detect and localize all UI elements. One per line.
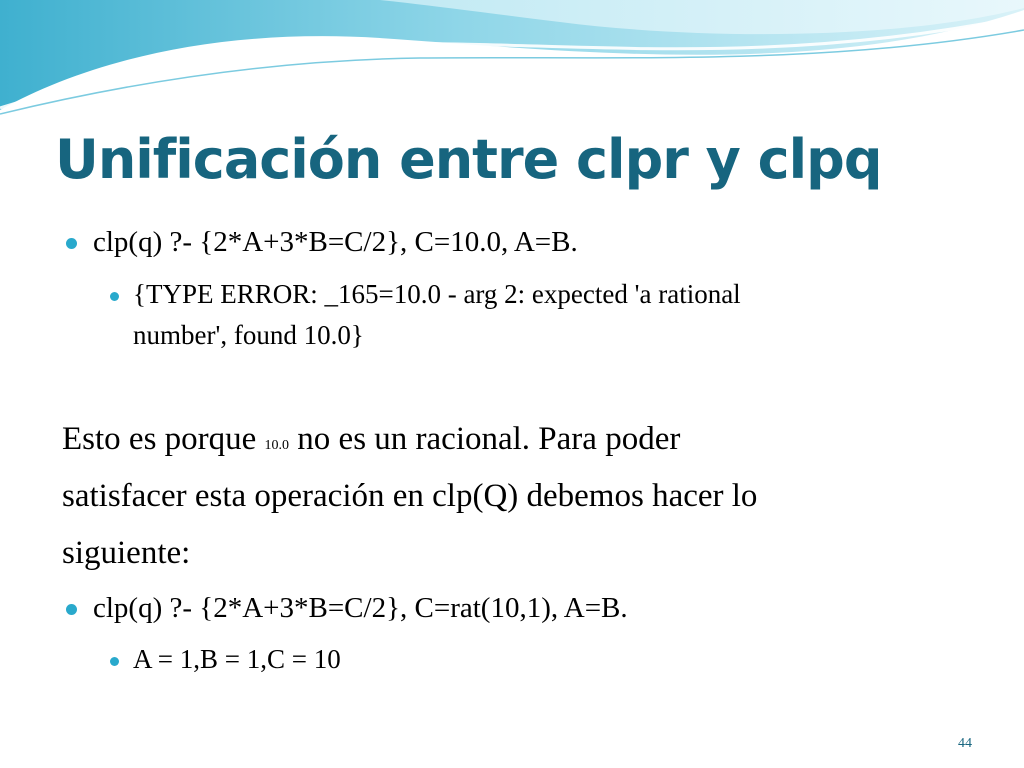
paragraph-line-1 bbox=[62, 421, 680, 458]
slide-title: Unificación entre clpr y clpq bbox=[55, 128, 882, 191]
paragraph-line-1-small: 10.0 bbox=[264, 438, 290, 453]
sub-bullet-1-line-1: {TYPE ERROR: _165=10.0 - arg 2: expected 'a rational bbox=[133, 279, 741, 309]
paragraph-line-3: siguiente: bbox=[62, 535, 191, 571]
bullet-2-text: clp(q) ?- {2*A+3*B=C/2}, C=rat(10,1), A=B. bbox=[93, 592, 628, 624]
paragraph-line-2: satisfacer esta operación en clp(Q) debemos hacer lo bbox=[62, 478, 758, 514]
paragraph-line-1-end: no es un racional. Para poder bbox=[297, 421, 681, 457]
bullet-1-text: clp(q) ?- {2*A+3*B=C/2}, C=10.0, A=B. bbox=[93, 226, 578, 258]
sub-bullet-dot-2 bbox=[110, 657, 119, 666]
sub-bullet-2-text: A = 1,B = 1,C = 10 bbox=[133, 644, 341, 674]
sub-bullet-dot-1 bbox=[110, 292, 119, 301]
bullet-dot-1 bbox=[66, 238, 77, 249]
page-number: 44 bbox=[958, 736, 972, 751]
bullet-dot-2 bbox=[66, 604, 77, 615]
paragraph-line-1-start: Esto es porque bbox=[62, 421, 257, 457]
header-wave-decoration bbox=[0, 0, 1024, 120]
sub-bullet-1-line-2: number', found 10.0} bbox=[133, 320, 364, 350]
